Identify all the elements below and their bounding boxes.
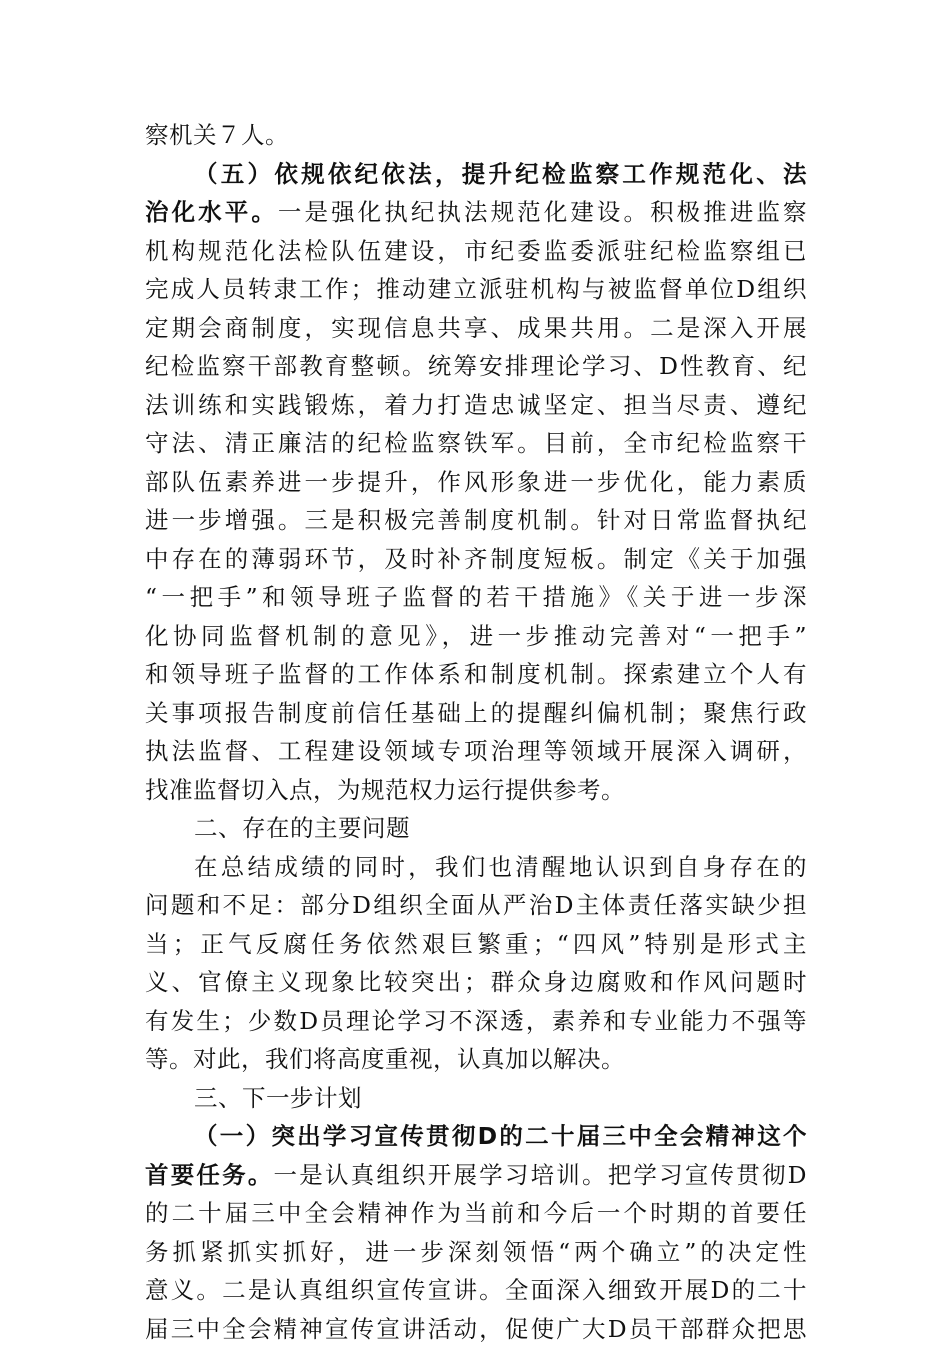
text-line — [145, 1156, 807, 1195]
text-line: 等。对此，我们将高度重视，认真加以解决。 — [145, 1040, 807, 1079]
subheading-line: （一）突出学习宣传贯彻D的二十届三中全会精神这个 — [145, 1117, 807, 1156]
text-line: 务抓紧抓实抓好，进一步深刻领悟“两个确立”的决定性 — [145, 1233, 807, 1272]
subheading-line-end: 治化水平。 — [145, 198, 278, 226]
text-line: 意义。二是认真组织宣传宣讲。全面深入细致开展D的二十 — [145, 1271, 807, 1310]
text-line: 进一步增强。三是积极完善制度机制。针对日常监督执纪 — [145, 501, 807, 540]
text-line: 执法监督、工程建设领域专项治理等领域开展深入调研， — [145, 732, 807, 771]
text-line — [145, 193, 807, 232]
text-line: 当；正气反腐任务依然艰巨繁重；“四风”特别是形式主 — [145, 925, 807, 964]
document-page — [145, 116, 807, 1348]
text-line: 守法、清正廉洁的纪检监察铁军。目前，全市纪检监察干 — [145, 424, 807, 463]
text-line: “一把手”和领导班子监督的若干措施》《关于进一步深 — [145, 578, 807, 617]
text-line: 届三中全会精神宣传宣讲活动，促使广大D员干部群众把思 — [145, 1310, 807, 1348]
text-line: 中存在的薄弱环节，及时补齐制度短板。制定《关于加强 — [145, 540, 807, 579]
text-line: 义、官僚主义现象比较突出；群众身边腐败和作风问题时 — [145, 963, 807, 1002]
text-line: 有发生；少数D员理论学习不深透，素养和专业能力不强等 — [145, 1002, 807, 1041]
text-line: 纪检监察干部教育整顿。统筹安排理论学习、D性教育、纪 — [145, 347, 807, 386]
section-heading: 二、存在的主要问题 — [145, 809, 807, 848]
text-line: 法训练和实践锻炼，着力打造忠诚坚定、担当尽责、遵纪 — [145, 386, 807, 425]
section-heading: 三、下一步计划 — [145, 1079, 807, 1118]
text-line: 的二十届三中全会精神作为当前和今后一个时期的首要任 — [145, 1194, 807, 1233]
text-line: 定期会商制度，实现信息共享、成果共用。二是深入开展 — [145, 309, 807, 348]
text-line: 机构规范化法检队伍建设，市纪委监委派驻纪检监察组已 — [145, 232, 807, 271]
text-line: 察机关７人。 — [145, 116, 807, 155]
subheading-line-end: 首要任务。 — [145, 1161, 274, 1189]
text-line: 关事项报告制度前信任基础上的提醒纠偏机制；聚焦行政 — [145, 694, 807, 733]
text-span: 一是强化执纪执法规范化建设。积极推进监察 — [278, 198, 807, 226]
text-line: 找准监督切入点，为规范权力运行提供参考。 — [145, 771, 807, 810]
text-span: 一是认真组织开展学习培训。把学习宣传贯彻D — [274, 1161, 807, 1189]
text-line: 和领导班子监督的工作体系和制度机制。探索建立个人有 — [145, 655, 807, 694]
text-line: 在总结成绩的同时，我们也清醒地认识到自身存在的 — [145, 848, 807, 887]
text-line: 完成人员转隶工作；推动建立派驻机构与被监督单位D组织 — [145, 270, 807, 309]
text-line: 部队伍素养进一步提升，作风形象进一步优化，能力素质 — [145, 463, 807, 502]
text-line: 问题和不足：部分D组织全面从严治D主体责任落实缺少担 — [145, 886, 807, 925]
subheading-line: （五）依规依纪依法，提升纪检监察工作规范化、法 — [145, 155, 807, 194]
text-line: 化协同监督机制的意见》，进一步推动完善对“一把手” — [145, 617, 807, 656]
